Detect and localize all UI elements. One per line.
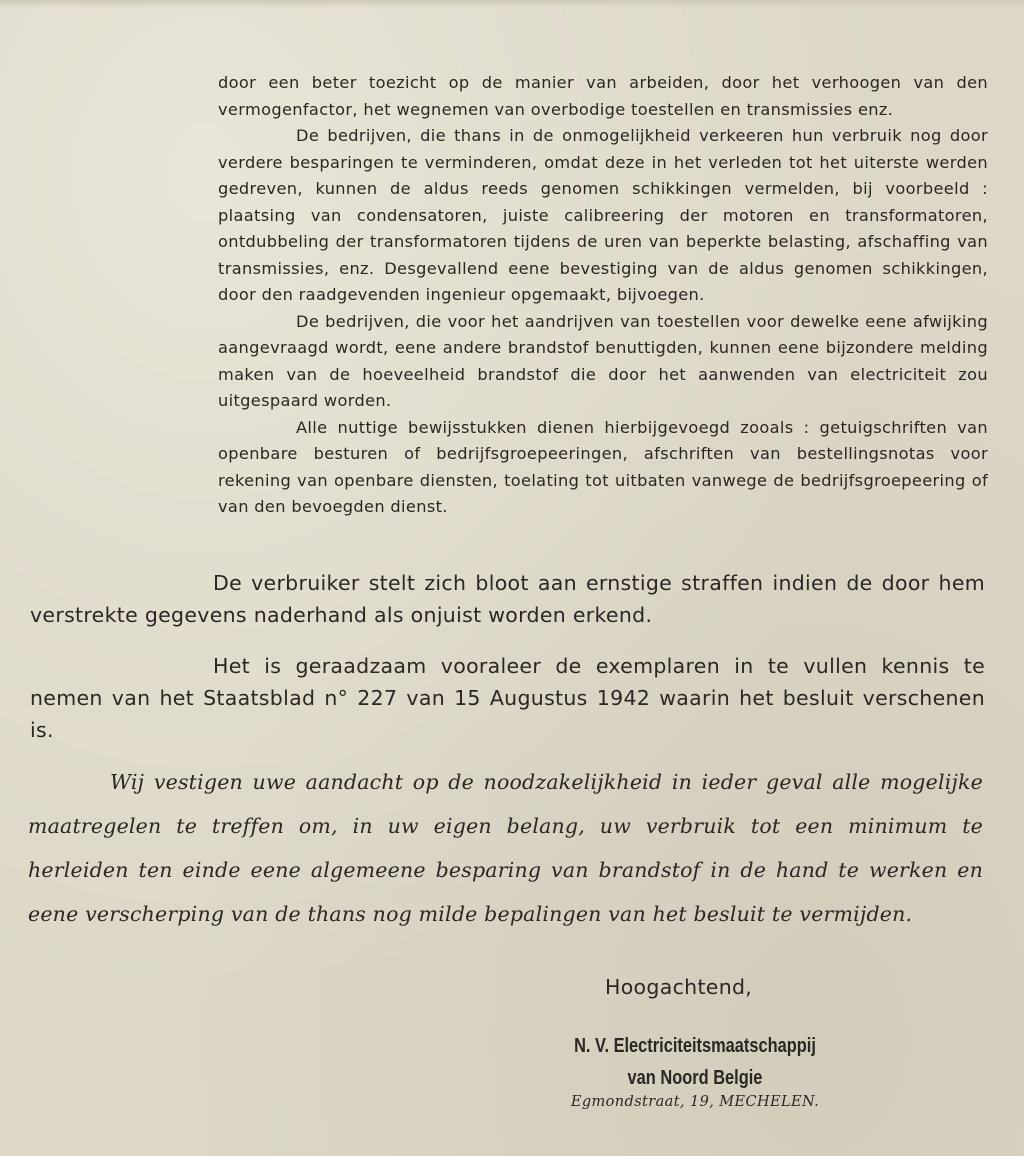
company-address: Egmondstraat, 19, MECHELEN. — [570, 1094, 820, 1110]
paragraph-savings-measures: De bedrijven, die thans in de onmogelijkheid verkeeren hun verbruik nog door verdere besparingen te verminderen, omdat deze in het verleden tot het uiterste werden gedreven, kunnen de aldus reeds genomen schikkingen vermelden, bij voorbeeld : plaatsing van condensatoren, juiste calibreering der motoren en transformatoren, ontdubbeling der transformatoren tijdens de uren van beperkte belasting, afschaffing van transmissies, enz. Desgevallend eene bevestiging van de aldus genomen schikkingen, door den raadgevenden ingenieur opgemaakt, bijvoegen. — [218, 126, 988, 304]
paragraph-other-fuel: De bedrijven, die voor het aandrijven van toestellen voor dewelke eene afwijking aangevraagd wordt, eene andere brandstof benuttigden, kunnen eene bijzondere melding maken van de hoeveelheid brandstof die door het aanwenden van electriciteit zou uitgespaard worden. — [218, 311, 988, 410]
paragraph-staatsblad-advice: Het is geraadzaam vooraleer de exemplaren in te vullen kennis te nemen van het Staatsblad n° 227 van 15 Augustus 1942 waarin het besluit verschenen is. — [30, 654, 985, 742]
conditions-section — [218, 70, 988, 521]
paragraph-supporting-documents: Alle nuttige bewijsstukken dienen hierbijgevoegd zooals : getuigschriften van openbare besturen of bedrijfsgroepeeringen, afschriften van bestellingsnotas voor rekening van openbare diensten, toelating tot uitbaten vanwege de bedrijfsgroepeering of van den bevoegden dienst. — [218, 417, 988, 516]
paragraph-continuation: door een beter toezicht op de manier van arbeiden, door het verhoogen van den vermogenfactor, het wegnemen van overbodige toestellen en transmissies enz. — [218, 73, 988, 119]
company-region: van Noord Belgie — [627, 1067, 763, 1089]
paragraph-penalty-warning: De verbruiker stelt zich bloot aan ernstige straffen indien de door hem verstrekte gegevens naderhand als onjuist worden erkend. — [30, 571, 985, 627]
company-name: N. V. Electriciteitsmaatschappij — [574, 1035, 816, 1057]
paragraph-appeal: Wij vestigen uwe aandacht op de noodzakelijkheid in ieder geval alle mogelijke maatregelen te treffen om, in uw eigen belang, uw verbruik tot een minimum te herleiden ten einde eene algemeene besparing van brandstof in de hand te werken en eene verscherping van de thans nog milde bepalingen van het besluit te vermijden. — [28, 770, 983, 926]
paper-edge — [0, 0, 1024, 8]
closing-salutation: Hoogachtend, — [605, 975, 753, 999]
company-signature — [560, 1030, 831, 1094]
